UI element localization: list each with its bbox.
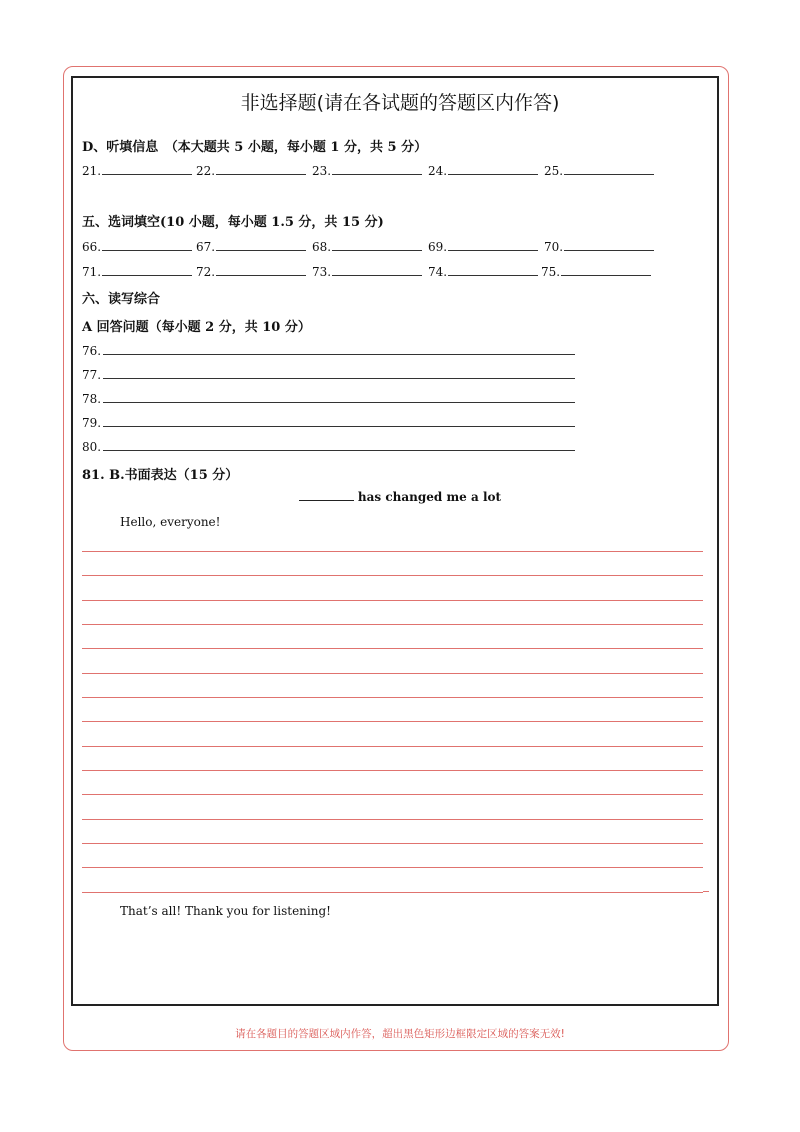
writing-line[interactable] [82, 721, 703, 722]
answer-blank-67[interactable]: 67. [196, 238, 306, 254]
essay-closing: That’s all! Thank you for listening! [120, 904, 331, 918]
question-line-79[interactable]: 79. [82, 414, 575, 430]
question-line-80[interactable]: 80. [82, 438, 575, 454]
writing-line[interactable] [82, 575, 703, 576]
writing-line[interactable] [82, 600, 703, 601]
essay-heading: 81. B.书面表达（15 分） [82, 468, 239, 483]
answer-blank-70[interactable]: 70. [544, 238, 654, 254]
answer-blank-66[interactable]: 66. [82, 238, 192, 254]
essay-greeting: Hello, everyone! [120, 515, 221, 529]
answer-blank-21[interactable]: 21. [82, 162, 192, 178]
answer-blank-69[interactable]: 69. [428, 238, 538, 254]
question-line-76[interactable]: 76. [82, 342, 575, 358]
reading-writing-heading: 六、读写综合 [82, 292, 161, 307]
writing-line[interactable] [82, 770, 703, 771]
writing-line[interactable] [82, 819, 703, 820]
answer-blank-23[interactable]: 23. [312, 162, 422, 178]
answer-blank-24[interactable]: 24. [428, 162, 538, 178]
essay-title: has changed me a lot [0, 490, 800, 504]
answer-blank-25[interactable]: 25. [544, 162, 654, 178]
writing-line[interactable] [82, 673, 703, 674]
writing-line[interactable] [82, 624, 703, 625]
writing-line[interactable] [82, 794, 703, 795]
writing-line[interactable] [82, 867, 703, 868]
answer-blank-74[interactable]: 74. [428, 263, 538, 279]
answer-blank-22[interactable]: 22. [196, 162, 306, 178]
writing-line[interactable] [82, 892, 703, 893]
page-title: 非选择题(请在各试题的答题区内作答) [240, 92, 560, 114]
answer-questions-heading: A 回答问题（每小题 2 分，共 10 分） [82, 320, 311, 335]
line-end-mark [703, 891, 709, 892]
writing-line[interactable] [82, 746, 703, 747]
writing-line[interactable] [82, 697, 703, 698]
answer-blank-75[interactable]: 75. [541, 263, 651, 279]
writing-line[interactable] [82, 843, 703, 844]
listening-heading: D、听填信息 （本大题共 5 小题，每小题 1 分，共 5 分） [82, 140, 428, 155]
writing-line[interactable] [82, 648, 703, 649]
writing-line[interactable] [82, 551, 703, 552]
question-line-77[interactable]: 77. [82, 366, 575, 382]
answer-blank-71[interactable]: 71. [82, 263, 192, 279]
cloze-heading: 五、选词填空(10 小题，每小题 1.5 分，共 15 分) [82, 215, 384, 230]
question-line-78[interactable]: 78. [82, 390, 575, 406]
essay-title-blank[interactable] [299, 490, 354, 501]
answer-blank-72[interactable]: 72. [196, 263, 306, 279]
answer-blank-73[interactable]: 73. [312, 263, 422, 279]
answer-blank-68[interactable]: 68. [312, 238, 422, 254]
footer-notice: 请在各题目的答题区域内作答，超出黑色矩形边框限定区域的答案无效! [235, 1028, 565, 1040]
